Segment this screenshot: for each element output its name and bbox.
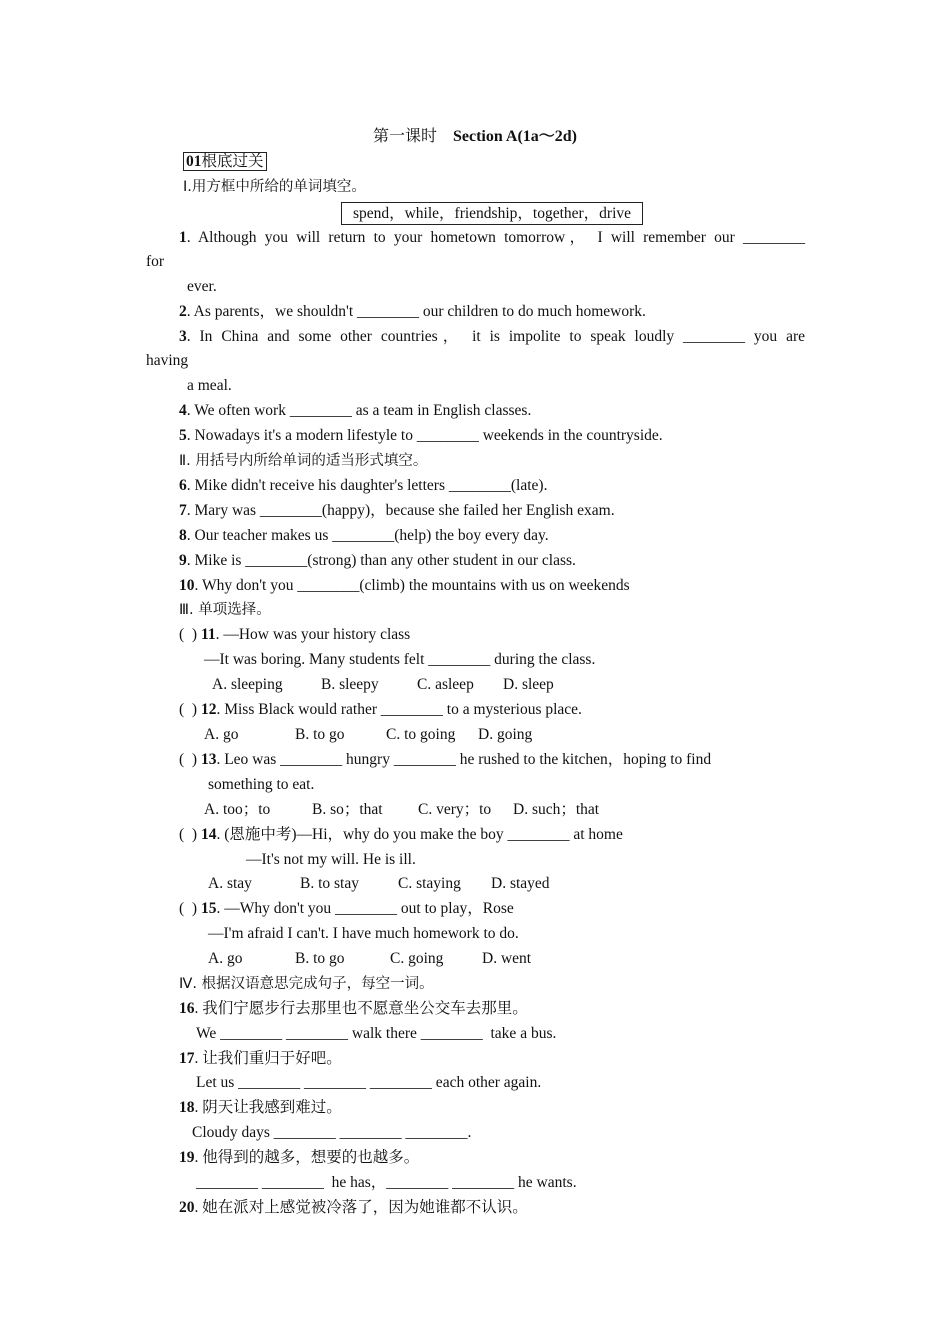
question-17: 17. 让我们重归于好吧。 [179, 1050, 342, 1067]
question-10: 10. Why don't you ________(climb) the mountains with us on weekends [179, 577, 630, 594]
question-20: 20. 她在派对上感觉被冷落了，因为她谁都不认识。 [179, 1199, 528, 1216]
question-15-option-a: A. go [208, 950, 243, 967]
question-15-option-d: D. went [482, 950, 532, 967]
question-12: ( ) 12. Miss Black would rather ________ to a mysterious place. [179, 701, 582, 718]
question-11-reply: —It was boring. Many students felt ________ during the class. [204, 651, 596, 668]
question-3: 3. In China and some other countries， it is impolite to speak loudly ________ you are [179, 328, 805, 345]
part1-heading: Ⅰ.用方框中所给的单词填空。 [183, 179, 366, 195]
question-16: 16. 我们宁愿步行去那里也不愿意坐公交车去那里。 [179, 1000, 528, 1017]
part3-heading: Ⅲ. 单项选择。 [179, 602, 271, 618]
question-1-cont: ever. [187, 278, 217, 295]
word-box: spend，while，friendship，together，drive [341, 202, 643, 225]
question-19-answer: ________ ________ he has，________ ________ he wants. [196, 1174, 577, 1191]
question-13-cont: something to eat. [208, 776, 315, 793]
part2-heading: Ⅱ. 用括号内所给单词的适当形式填空。 [179, 453, 428, 469]
question-4: 4. We often work ________ as a team in English classes. [179, 402, 532, 419]
question-14: ( ) 14. (恩施中考)—Hi，why do you make the boy ________ at home [179, 826, 623, 843]
question-12-option-b: B. to go [295, 726, 345, 743]
question-19: 19. 他得到的越多，想要的也越多。 [179, 1149, 420, 1166]
question-13-option-a: A. too；to [204, 801, 271, 818]
question-11: ( ) 11. —How was your history class [179, 626, 411, 643]
page-title: 第一课时 Section A(1a～2d) [372, 128, 578, 145]
question-13-option-d: D. such；that [513, 801, 600, 818]
question-18: 18. 阴天让我感到难过。 [179, 1099, 342, 1116]
question-13-option-b: B. so；that [312, 801, 383, 818]
question-15-option-c: C. going [390, 950, 444, 967]
question-11-option-d: D. sleep [503, 676, 554, 693]
question-7: 7. Mary was ________(happy)，because she failed her English exam. [179, 502, 615, 519]
question-14-option-b: B. to stay [300, 875, 359, 892]
question-9: 9. Mike is ________(strong) than any other student in our class. [179, 552, 576, 569]
question-14-option-d: D. stayed [491, 875, 550, 892]
question-11-option-a: A. sleeping [212, 676, 283, 693]
question-3-wrap: having [146, 352, 189, 369]
question-14-reply: —It's not my will. He is ill. [246, 851, 416, 868]
question-3-cont: a meal. [187, 377, 232, 394]
question-15-reply: —I'm afraid I can't. I have much homework to do. [208, 925, 519, 942]
question-1-wrap: for [146, 253, 165, 270]
question-11-option-b: B. sleepy [321, 676, 379, 693]
question-6: 6. Mike didn't receive his daughter's letters ________(late). [179, 477, 548, 494]
question-17-answer: Let us ________ ________ ________ each other again. [196, 1074, 542, 1091]
question-13-option-c: C. very；to [418, 801, 492, 818]
question-1: 1. Although you will return to your hometown tomorrow， I will remember our ________ [179, 229, 805, 246]
question-16-answer: We ________ ________ walk there ________ take a bus. [196, 1025, 557, 1042]
part4-heading: Ⅳ. 根据汉语意思完成句子，每空一词。 [179, 976, 434, 992]
question-12-option-c: C. to going [386, 726, 456, 743]
question-13: ( ) 13. Leo was ________ hungry ________ he rushed to the kitchen，hoping to find [179, 751, 712, 768]
question-15-option-b: B. to go [295, 950, 345, 967]
question-14-option-a: A. stay [208, 875, 252, 892]
question-8: 8. Our teacher makes us ________(help) the boy every day. [179, 527, 549, 544]
section-badge: 01根底过关 [183, 152, 267, 172]
question-14-option-c: C. staying [398, 875, 461, 892]
question-12-option-a: A. go [204, 726, 239, 743]
question-18-answer: Cloudy days ________ ________ ________. [192, 1124, 472, 1141]
question-15: ( ) 15. —Why don't you ________ out to play，Rose [179, 900, 514, 917]
question-2: 2. As parents，we shouldn't ________ our children to do much homework. [179, 303, 646, 320]
question-5: 5. Nowadays it's a modern lifestyle to ________ weekends in the countryside. [179, 427, 663, 444]
question-12-option-d: D. going [478, 726, 533, 743]
question-11-option-c: C. asleep [417, 676, 474, 693]
